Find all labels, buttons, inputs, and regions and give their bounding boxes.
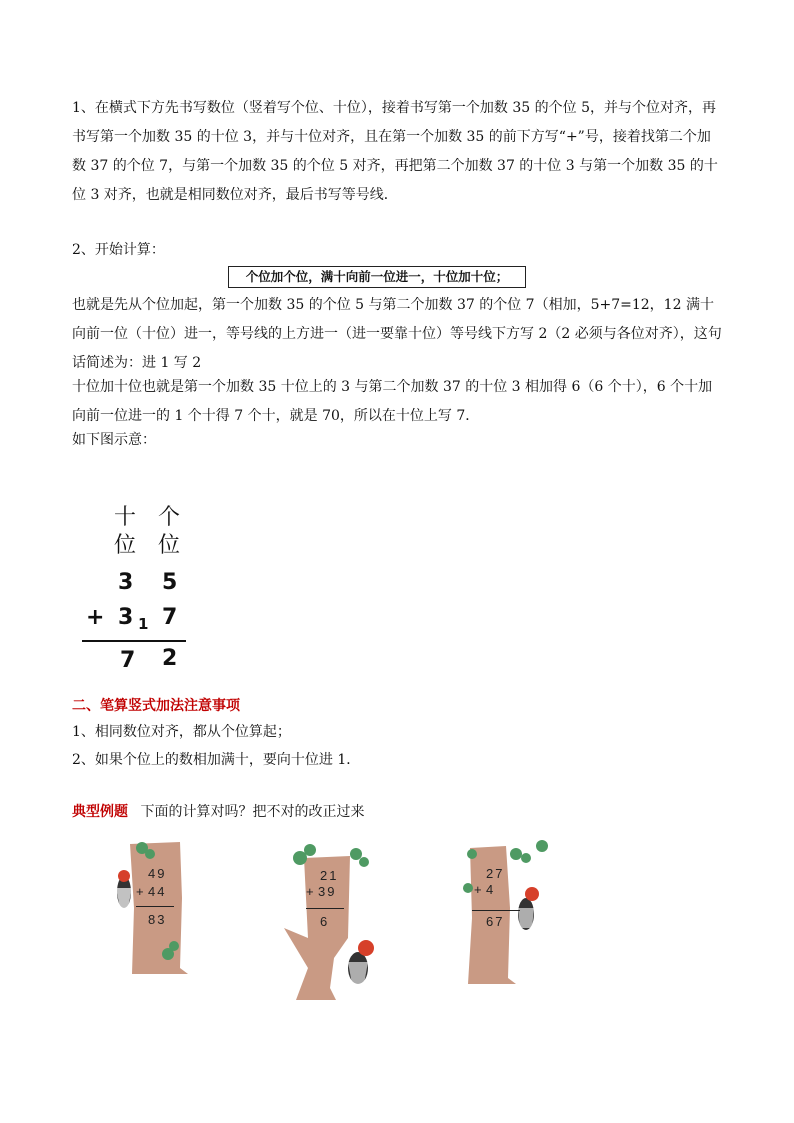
equals-line: [82, 640, 186, 642]
tree-trunk-1-icon: [108, 838, 218, 978]
problem-1-op: +: [136, 884, 146, 899]
addend1-tens: 3: [118, 570, 134, 595]
carry-digit: 1: [138, 615, 149, 633]
example-heading: [72, 800, 364, 824]
ones-header-1: 个: [158, 505, 181, 530]
problem-2-op: +: [306, 884, 316, 899]
note-1: 1、相同数位对齐，都从个位算起；: [72, 724, 291, 740]
addend1-ones: 5: [162, 570, 178, 595]
tree-problem-2: [274, 838, 384, 1002]
woodpecker-1-icon: [116, 870, 132, 908]
section-2-title: 二、笔算竖式加法注意事项: [72, 698, 240, 714]
problem-3-op: +: [474, 882, 484, 897]
problem-1-result: 83: [148, 912, 167, 927]
problem-2-result: 6: [320, 914, 330, 929]
problem-3-a: 27: [486, 866, 505, 881]
tens-header-1: 十: [114, 505, 137, 530]
rule-box: 个位加个位，满十向前一位进一，十位加十位；: [228, 266, 526, 288]
paragraph-tens-addition: 十位加十位也就是第一个加数 35 十位上的 3 与第二个加数 37 的十位 3 相加得 6（6 个十），6 个十加向前一位进一的 1 个十得 7 个十，就是 70，所以在十位上写 7．: [72, 379, 713, 424]
problem-1-b: 44: [148, 884, 167, 899]
addend2-tens: 3: [118, 605, 134, 630]
tree-problem-3: [460, 838, 570, 986]
result-tens: 7: [120, 648, 136, 673]
tens-header-2: 位: [114, 533, 137, 558]
problem-1-a: 49: [148, 866, 167, 881]
problem-3-b: 4: [486, 882, 496, 897]
example-label: 典型例题: [72, 804, 128, 820]
woodpecker-3-icon: [518, 887, 539, 930]
paragraph-units-addition: 也就是先从个位加起，第一个加数 35 的个位 5 与第二个加数 37 的个位 7（相加，5+7=12，12 满十向前一位（十位）进一，等号线的上方进一（进一要靠十位）等号线下方写 2（2 必须与各位对齐），这句话简述为：进 1 写 2: [72, 297, 722, 371]
problem-3-result: 67: [486, 914, 505, 929]
problem-3-line: [472, 910, 520, 911]
problem-1-line: [136, 906, 174, 907]
diagram-intro: 如下图示意：: [72, 432, 156, 448]
problem-2-line: [306, 908, 344, 909]
step-2-label: 2、开始计算：: [72, 242, 165, 258]
problem-2-a: 21: [320, 868, 339, 883]
addend2-ones: 7: [162, 605, 178, 630]
problem-2-b: 39: [318, 884, 337, 899]
result-ones: 2: [162, 646, 178, 671]
woodpecker-2-icon: [348, 940, 374, 984]
tree-problem-1: [108, 838, 218, 978]
paragraph-alignment: 1、在横式下方先书写数位（竖着写个位、十位），接着书写第一个加数 35 的个位 5，并与个位对齐，再书写第一个加数 35 的十位 3，并与十位对齐，且在第一个加数 35 的前下方写“+”号，接着找第二个加数 37 的个位 7，与第一个加数 35 的个位 5 对齐，再把第二个加数 37 的十位 3 与第一个加数 35 的十位 3 对齐，也就是相同数位对齐，最后书写等号线．: [72, 100, 718, 203]
plus-sign: +: [86, 605, 105, 630]
note-2: 2、如果个位上的数相加满十，要向十位进 1．: [72, 752, 361, 768]
tree-trunk-3-icon: [460, 838, 570, 986]
example-question: 下面的计算对吗？把不对的改正过来: [140, 804, 365, 820]
ones-header-2: 位: [158, 533, 181, 558]
